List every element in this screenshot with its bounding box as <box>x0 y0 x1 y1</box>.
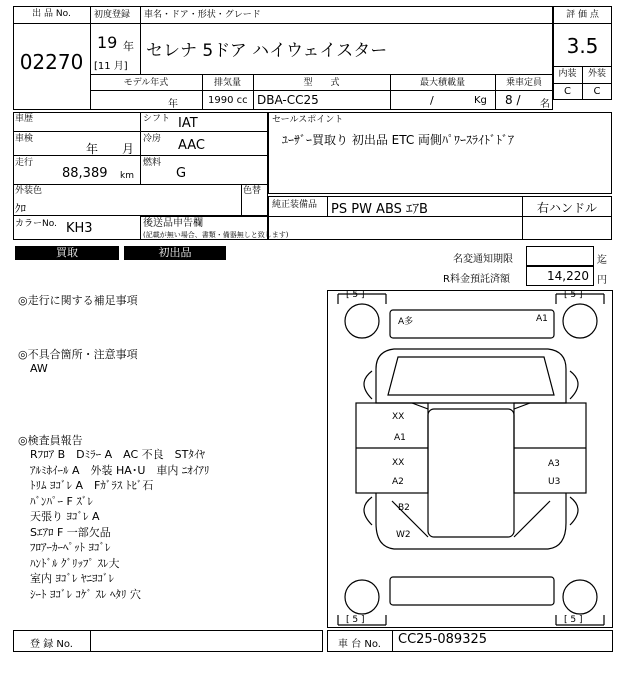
capacity-value: 8 / <box>505 93 521 107</box>
inspection-label: 車検 <box>15 134 34 144</box>
inspector-report <box>30 447 320 602</box>
car-outline-drawing <box>328 291 614 629</box>
tag-buyback: 買取 <box>15 246 119 260</box>
lot-no-label: 出 品 No. <box>32 9 71 19</box>
registration-year: 19 <box>97 33 118 52</box>
displacement-value: 1990 cc <box>208 95 248 106</box>
report-line: Rﾌﾛｱ B Dﾐﾗｰ A AC 不良 STﾀｲﾔ <box>30 448 205 461</box>
tire-top-right <box>563 304 597 338</box>
tire-label-bottom-left: [ 5 ] <box>346 615 365 625</box>
recycle-fee-value: 14,220 <box>547 269 589 283</box>
color-no-value: KH3 <box>66 221 93 236</box>
interior-label: 内装 <box>558 69 577 79</box>
model-year-unit: 年 <box>168 99 178 110</box>
left-panel-1-top: XX <box>392 412 405 422</box>
equipment-value: PS PW ABS ｴｱB <box>331 202 428 217</box>
tire-bottom-left <box>345 580 379 614</box>
chassis-no-label: 車 台 No. <box>338 639 381 650</box>
report-line: ｱﾙﾐﾎｲｰﾙ A 外装 HA･U 車内 ﾆｵｲｱﾘ <box>30 463 210 477</box>
tire-label-bottom-right: [ 5 ] <box>564 615 583 625</box>
name-change-label: 名変通知期限 <box>453 254 513 265</box>
report-line: Sｴｱﾛ F 一部欠品 <box>30 525 111 539</box>
name-change-field <box>526 246 594 266</box>
registration-year-unit: 年 <box>123 40 134 53</box>
exterior-score: C <box>593 86 601 97</box>
inspection-year: 年 <box>86 142 99 156</box>
mileage-value: 88,389 <box>62 166 108 181</box>
capacity-label: 乗車定員 <box>505 78 542 88</box>
shift-value: IAT <box>178 116 198 131</box>
sales-point-text: ﾕｰｻﾞｰ買取り 初出品 ETC 両側ﾊﾟﾜｰｽﾗｲﾄﾞﾄﾞｱ <box>282 133 515 147</box>
max-load-unit: Kg <box>474 95 487 106</box>
docs-label: 後送品申告欄 <box>143 218 203 229</box>
report-line: ｼｰﾄ ﾖｺﾞﾚ ｺｹﾞ ｽﾚ ﾍﾀﾘ 穴 <box>30 587 141 601</box>
shift-label: シフト <box>143 114 171 124</box>
tire-label-top-right: [ 5 ] <box>564 290 583 300</box>
recycle-fee-unit: 円 <box>597 275 607 286</box>
displacement-label: 排気量 <box>213 78 241 88</box>
history-label: 車歴 <box>15 114 34 124</box>
right-panel-2-top: A3 <box>548 459 560 469</box>
ac-value: AAC <box>178 138 205 153</box>
sales-point-label: セールスポイント <box>272 115 344 125</box>
max-load-slash: / <box>430 94 434 107</box>
max-load-label: 最大積載量 <box>419 78 465 88</box>
exterior-color-value: ｸﾛ <box>15 202 26 215</box>
front-left-mark: A多 <box>398 317 414 327</box>
car-name: セレナ 5ドア ハイウェイスター <box>146 41 388 61</box>
defects-value: AW <box>30 362 48 375</box>
interior-score: C <box>564 86 571 97</box>
score-value: 3.5 <box>566 34 599 58</box>
left-panel-2-top: XX <box>392 458 405 468</box>
rear-mark-top: B2 <box>398 503 410 513</box>
exterior-color-label: 外装色 <box>15 186 43 196</box>
roof <box>428 409 514 537</box>
front-bumper <box>390 310 554 338</box>
tire-top-left <box>345 304 379 338</box>
rear-mark-bottom: W2 <box>396 530 411 540</box>
first-registration-label: 初度登録 <box>94 10 131 20</box>
registration-month: [11 月] <box>94 61 128 72</box>
score-label: 評 価 点 <box>566 10 599 20</box>
name-change-unit: 迄 <box>597 255 607 266</box>
supplement-label: ◎走行に関する補足事項 <box>18 294 138 307</box>
exterior-label: 外装 <box>587 69 606 79</box>
report-line: ﾊﾞﾝﾊﾟｰ F ｽﾞﾚ <box>30 494 93 508</box>
model-year-label: モデル年式 <box>123 78 169 88</box>
recycle-fee-label: R料金預託済額 <box>443 274 510 285</box>
tire-label-top-left: [ 5 ] <box>346 290 365 300</box>
report-line: 室内 ﾖｺﾞﾚ ﾔﾆﾖｺﾞﾚ <box>30 572 114 585</box>
model-code: DBA-CC25 <box>257 93 319 107</box>
car-name-label: 車名・ドア・形状・グレード <box>144 10 261 20</box>
fuel-value: G <box>176 166 187 181</box>
recycle-fee-field <box>526 266 594 286</box>
chassis-no-value: CC25-089325 <box>398 632 488 647</box>
rear-body <box>376 493 566 549</box>
equipment-label: 純正装備品 <box>272 200 318 210</box>
color-no-label: カラーNo. <box>15 219 57 229</box>
ac-label: 冷房 <box>143 134 162 144</box>
capacity-unit: 名 <box>540 99 550 110</box>
inspection-month: 月 <box>122 142 135 156</box>
report-line: ﾌﾛｱｰｶｰﾍﾟｯﾄ ﾖｺﾞﾚ <box>30 541 111 554</box>
fuel-label: 燃料 <box>143 158 162 168</box>
handle-value: 右ハンドル <box>536 201 597 215</box>
report-line: 天張り ﾖｺﾞﾚ A <box>30 510 100 523</box>
tire-bottom-right <box>563 580 597 614</box>
left-panel-1-bottom: A1 <box>394 433 406 443</box>
report-line: ﾊﾝﾄﾞﾙ ｸﾞﾘｯﾌﾟ ｽﾚ大 <box>30 556 120 570</box>
color-change-label: 色替 <box>243 186 262 196</box>
lot-no: 02270 <box>19 50 84 74</box>
mileage-label: 走行 <box>15 158 34 168</box>
mileage-unit: km <box>120 171 134 181</box>
report-line: ﾄﾘﾑ ﾖｺﾞﾚ A Fｶﾞﾗｽ ﾄﾋﾞ石 <box>30 479 154 492</box>
defects-label: ◎不具合箇所・注意事項 <box>18 348 138 361</box>
left-panel-2-bottom: A2 <box>392 477 404 487</box>
registration-no-label: 登 録 No. <box>30 639 73 650</box>
right-panel-2-bottom: U3 <box>548 477 561 487</box>
front-right-mark: A1 <box>536 314 548 324</box>
docs-note: (記載が無い場合、書類・備器無しと致します) <box>143 231 289 239</box>
car-diagram <box>327 290 613 628</box>
tag-first-listing: 初出品 <box>124 246 226 260</box>
type-label: 型 式 <box>303 78 340 88</box>
rear-bumper <box>390 577 554 605</box>
inspector-label: ◎検査員報告 <box>18 434 83 447</box>
